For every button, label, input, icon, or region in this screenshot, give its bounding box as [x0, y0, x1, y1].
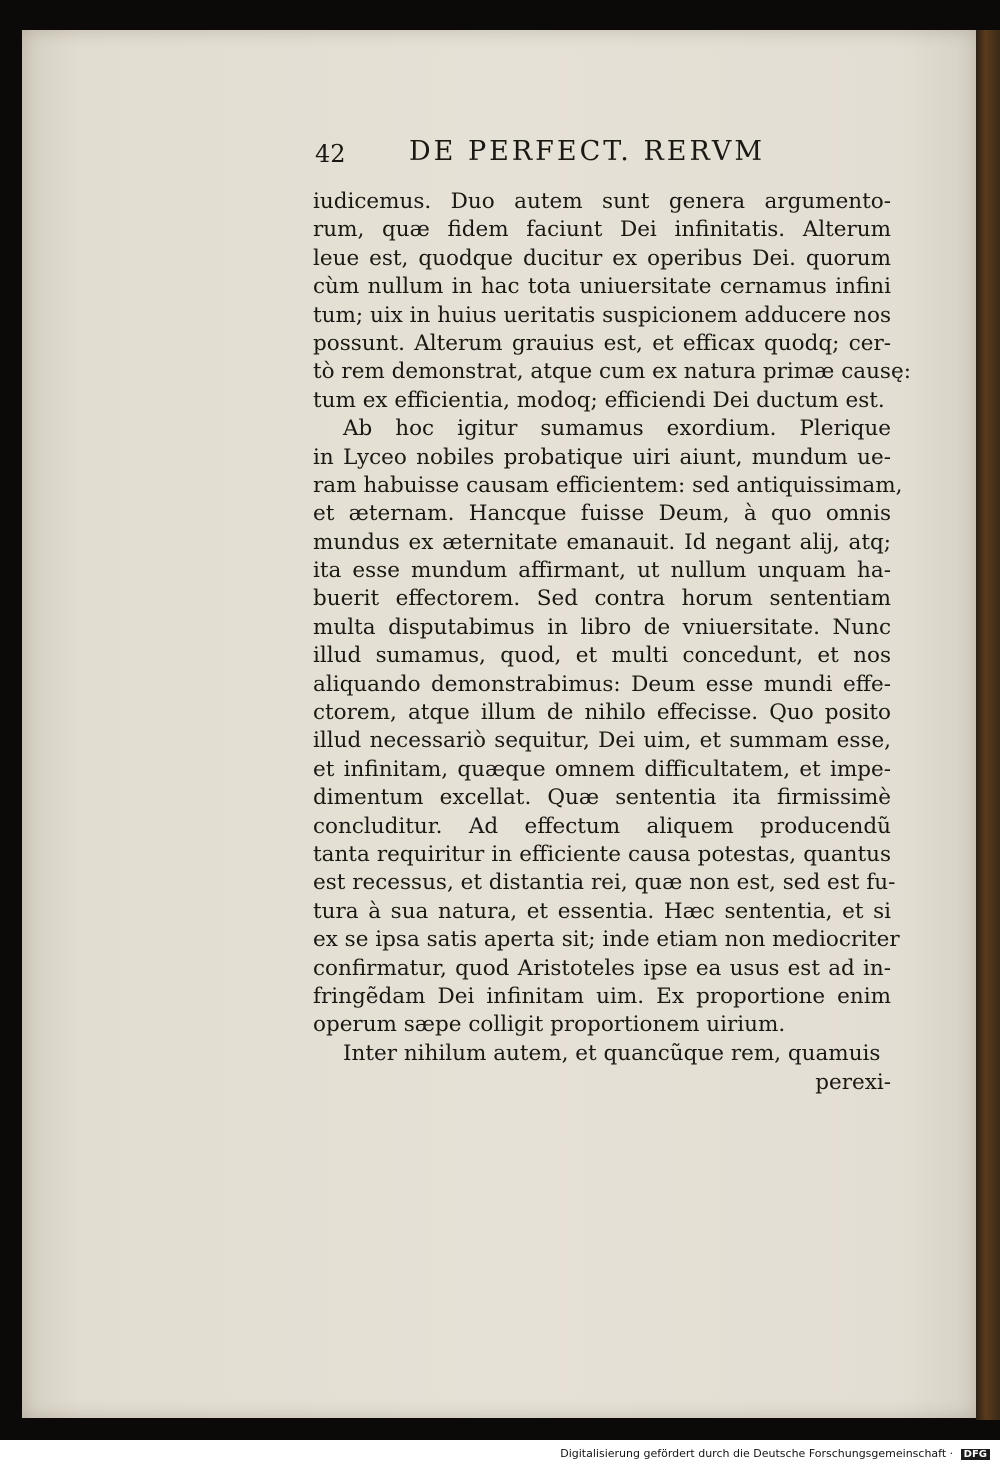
text-line: in Lyceo nobiles probatique uiri aiunt, mundum ue-	[313, 444, 891, 470]
text-line: tanta requiritur in efficiente causa potestas, quantus	[313, 841, 891, 867]
text-line: illud sumamus, quod, et multi concedunt, et nos	[313, 643, 891, 669]
page-text-block	[291, 136, 911, 1098]
text-line: ex se ipsa satis aperta sit; inde etiam non mediocriter	[313, 927, 900, 953]
text-line: et æternam. Hancque fuisse Deum, à quo omnis	[313, 501, 891, 527]
text-line: mundus ex æternitate emanauit. Id negant alij, atq;	[313, 529, 891, 555]
text-line: Inter nihilum autem, et quancũque rem, quamuis	[343, 1040, 881, 1066]
text-line: dimentum excellat. Quæ sententia ita firmissimè	[313, 785, 891, 811]
text-line: ram habuisse causam efficientem: sed antiquissimam,	[313, 472, 903, 498]
text-line: concluditur. Ad effectum aliquem producendũ	[313, 813, 891, 839]
text-line: tum; uix in huius ueritatis suspicionem adducere nos	[313, 302, 891, 328]
text-line: et infinitam, quæque omnem difficultatem, et impe-	[313, 756, 891, 782]
text-line: cùm nullum in hac tota uniuersitate cernamus infini	[313, 274, 891, 300]
credit-text: Digitalisierung gefördert durch die Deutsche Forschungsgemeinschaft ·	[560, 1447, 954, 1460]
text-line: fringẽdam Dei infinitam uim. Ex proportione enim	[313, 983, 891, 1009]
book-edge	[976, 30, 1000, 1420]
text-line: tò rem demonstrat, atque cum ex natura primæ causę:	[313, 359, 911, 385]
text-line: buerit effectorem. Sed contra horum sententiam	[313, 586, 891, 612]
text-line: leue est, quodque ducitur ex operibus Dei. quorum	[313, 245, 891, 271]
digitization-credit	[560, 1447, 990, 1460]
text-line: operum sæpe colligit proportionem uirium.	[313, 1012, 786, 1038]
text-line: est recessus, et distantia rei, quæ non est, sed est fu-	[313, 870, 896, 896]
text-line: illud necessariò sequitur, Dei uim, et summam esse,	[313, 728, 891, 754]
page-number: 42	[315, 140, 346, 168]
text-line: tura à sua natura, et essentia. Hæc sententia, et si	[313, 898, 891, 924]
text-line: Ab hoc igitur sumamus exordium. Plerique	[343, 416, 891, 442]
page-header	[291, 136, 901, 176]
text-line: ita esse mundum affirmant, ut nullum unquam ha-	[313, 558, 891, 584]
catchword: perexi-	[815, 1070, 891, 1096]
text-line: multa disputabimus in libro de vniuersitate. Nunc	[313, 614, 891, 640]
text-line: iudicemus. Duo autem sunt genera argumento-	[313, 189, 891, 214]
text-line: rum, quæ fidem faciunt Dei infinitatis. Alterum	[313, 217, 891, 243]
text-line: tum ex efficientia, modoq; efficiendi Dei ductum est.	[313, 387, 885, 413]
dfg-logo: DFG	[961, 1449, 990, 1460]
text-line: ctorem, atque illum de nihilo effecisse. Quo posito	[313, 700, 891, 726]
text-line: possunt. Alterum grauius est, et efficax quodq; cer-	[313, 330, 891, 356]
body-text	[291, 188, 911, 1068]
text-line: aliquando demonstrabimus: Deum esse mundi effe-	[313, 671, 891, 697]
running-title: DE PERFECT. RERVM	[409, 136, 766, 167]
text-line: confirmatur, quod Aristoteles ipse ea usus est ad in-	[313, 955, 891, 981]
